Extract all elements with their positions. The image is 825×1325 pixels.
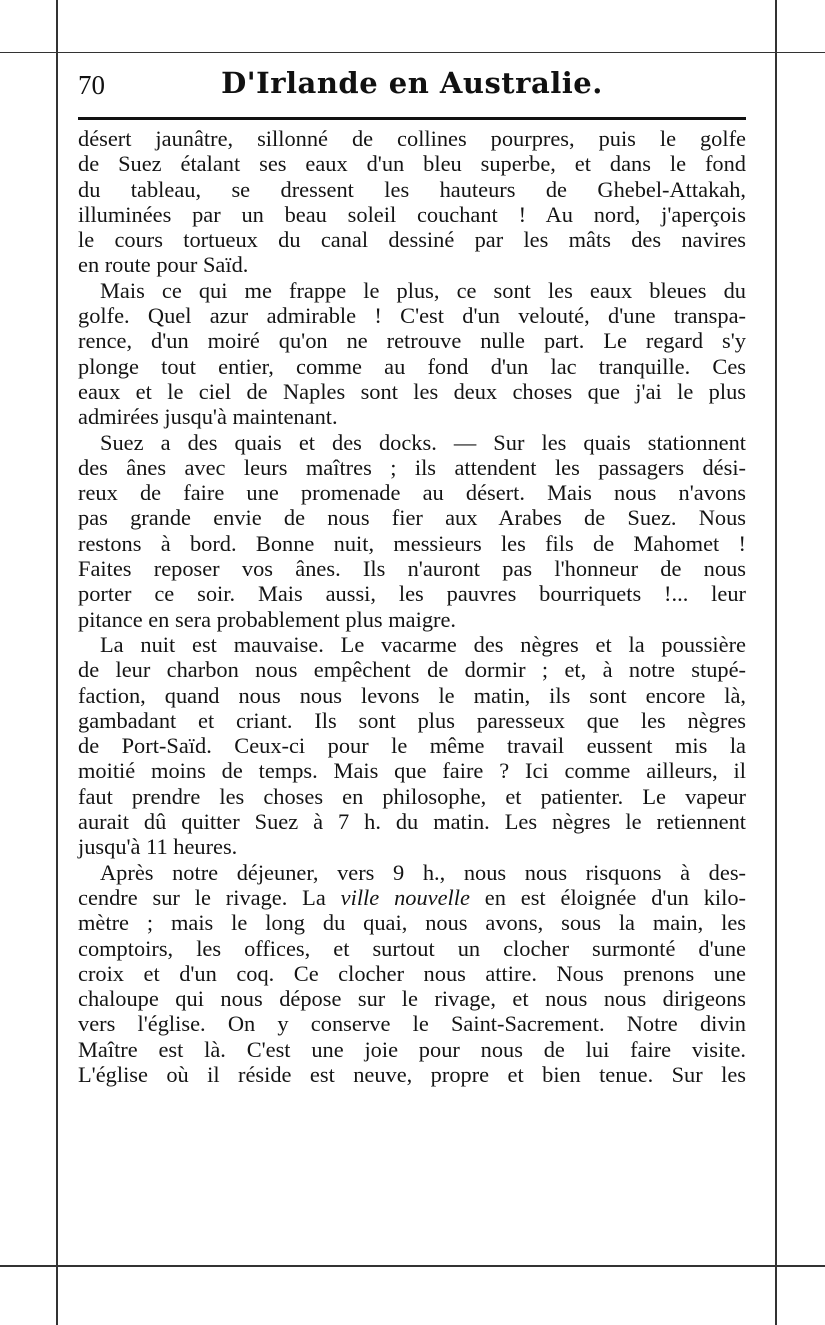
- text-line: plonge tout entier, comme au fond d'un lac tranquille. Ces: [78, 353, 746, 379]
- paragraph: [78, 430, 746, 632]
- text-line: du tableau, se dressent les hauteurs de Ghebel-Attakah,: [78, 176, 746, 202]
- text-line: moitié moins de temps. Mais que faire ? Ici comme ailleurs, il: [78, 758, 746, 784]
- text-line: aurait dû quitter Suez à 7 h. du matin. Les nègres le retiennent: [78, 809, 746, 835]
- text-line: eaux et le ciel de Naples sont les deux choses que j'ai le plus: [78, 378, 746, 404]
- text-line: La nuit est mauvaise. Le vacarme des nègres et la poussière: [100, 631, 746, 657]
- text-line: admirées jusqu'à maintenant.: [78, 404, 338, 430]
- page-number: 70: [78, 70, 105, 100]
- text-line: désert jaunâtre, sillonné de collines pourpres, puis le golfe: [78, 126, 746, 151]
- text-line: pas grande envie de nous fier aux Arabes de Suez. Nous: [78, 505, 746, 531]
- text-line: en route pour Saïd.: [78, 252, 249, 278]
- text-line: cendre sur le rivage. La ville nouvelle en est éloignée d'un kilo-: [78, 884, 746, 910]
- text-line: golfe. Quel azur admirable ! C'est d'un velouté, d'une transpa-: [78, 303, 746, 329]
- frame-left-rule: [56, 0, 58, 1325]
- text-line: Maître est là. C'est une joie pour nous de lui faire visite.: [78, 1036, 746, 1062]
- paragraph: [78, 632, 746, 860]
- text-line: Suez a des quais et des docks. — Sur les quais stationnent: [100, 429, 746, 455]
- text-line: de leur charbon nous empêchent de dormir ; et, à notre stupé-: [78, 657, 746, 683]
- text-line: comptoirs, les offices, et surtout un clocher surmonté d'une: [78, 935, 746, 961]
- text-line: des ânes avec leurs maîtres ; ils attendent les passagers dési-: [78, 454, 746, 480]
- page-header: [78, 66, 746, 110]
- running-title: D'Irlande en Australie.: [221, 66, 603, 100]
- text-line: vers l'église. On y conserve le Saint-Sacrement. Notre divin: [78, 1011, 746, 1037]
- text-line: mètre ; mais le long du quai, nous avons, sous la main, les: [78, 910, 746, 936]
- text-line: L'église où il réside est neuve, propre et bien tenue. Sur les: [78, 1061, 746, 1087]
- text-line: Mais ce qui me frappe le plus, ce sont les eaux bleues du: [100, 277, 746, 303]
- text-line: croix et d'un coq. Ce clocher nous attire. Nous prenons une: [78, 960, 746, 986]
- italic-text: ville nouvelle: [340, 884, 470, 910]
- frame-right-rule: [775, 0, 777, 1325]
- frame-bottom-rule: [0, 1265, 825, 1267]
- paragraph: [78, 126, 746, 278]
- frame-top-rule: [0, 52, 825, 53]
- text-line: illuminées par un beau soleil couchant ! Au nord, j'aperçois: [78, 201, 746, 227]
- text-line: Faites reposer vos ânes. Ils n'auront pas l'honneur de nous: [78, 556, 746, 582]
- text-line: pitance en sera probablement plus maigre.: [78, 606, 457, 632]
- header-rule: [78, 117, 746, 120]
- text-line: gambadant et criant. Ils sont plus paresseux que les nègres: [78, 707, 746, 733]
- paragraph: [78, 278, 746, 430]
- text-line: restons à bord. Bonne nuit, messieurs les fils de Mahomet !: [78, 530, 746, 556]
- text-line: rence, d'un moiré qu'on ne retrouve nulle part. Le regard s'y: [78, 328, 746, 354]
- text-line: porter ce soir. Mais aussi, les pauvres bourriquets !... leur: [78, 581, 746, 607]
- text-line: de Suez étalant ses eaux d'un bleu superbe, et dans le fond: [78, 151, 746, 177]
- text-line: faut prendre les choses en philosophe, et patienter. Le vapeur: [78, 783, 746, 809]
- text-line: jusqu'à 11 heures.: [78, 834, 238, 860]
- text-line: faction, quand nous nous levons le matin, ils sont encore là,: [78, 682, 746, 708]
- text-line: de Port-Saïd. Ceux-ci pour le même travail eussent mis la: [78, 733, 746, 759]
- body-text: [78, 126, 746, 1087]
- paragraph: [78, 860, 746, 1088]
- text-line: le cours tortueux du canal dessiné par les mâts des navires: [78, 227, 746, 253]
- text-line: reux de faire une promenade au désert. Mais nous n'avons: [78, 480, 746, 506]
- text-line: chaloupe qui nous dépose sur le rivage, et nous nous dirigeons: [78, 986, 746, 1012]
- text-line: Après notre déjeuner, vers 9 h., nous nous risquons à des-: [100, 859, 746, 885]
